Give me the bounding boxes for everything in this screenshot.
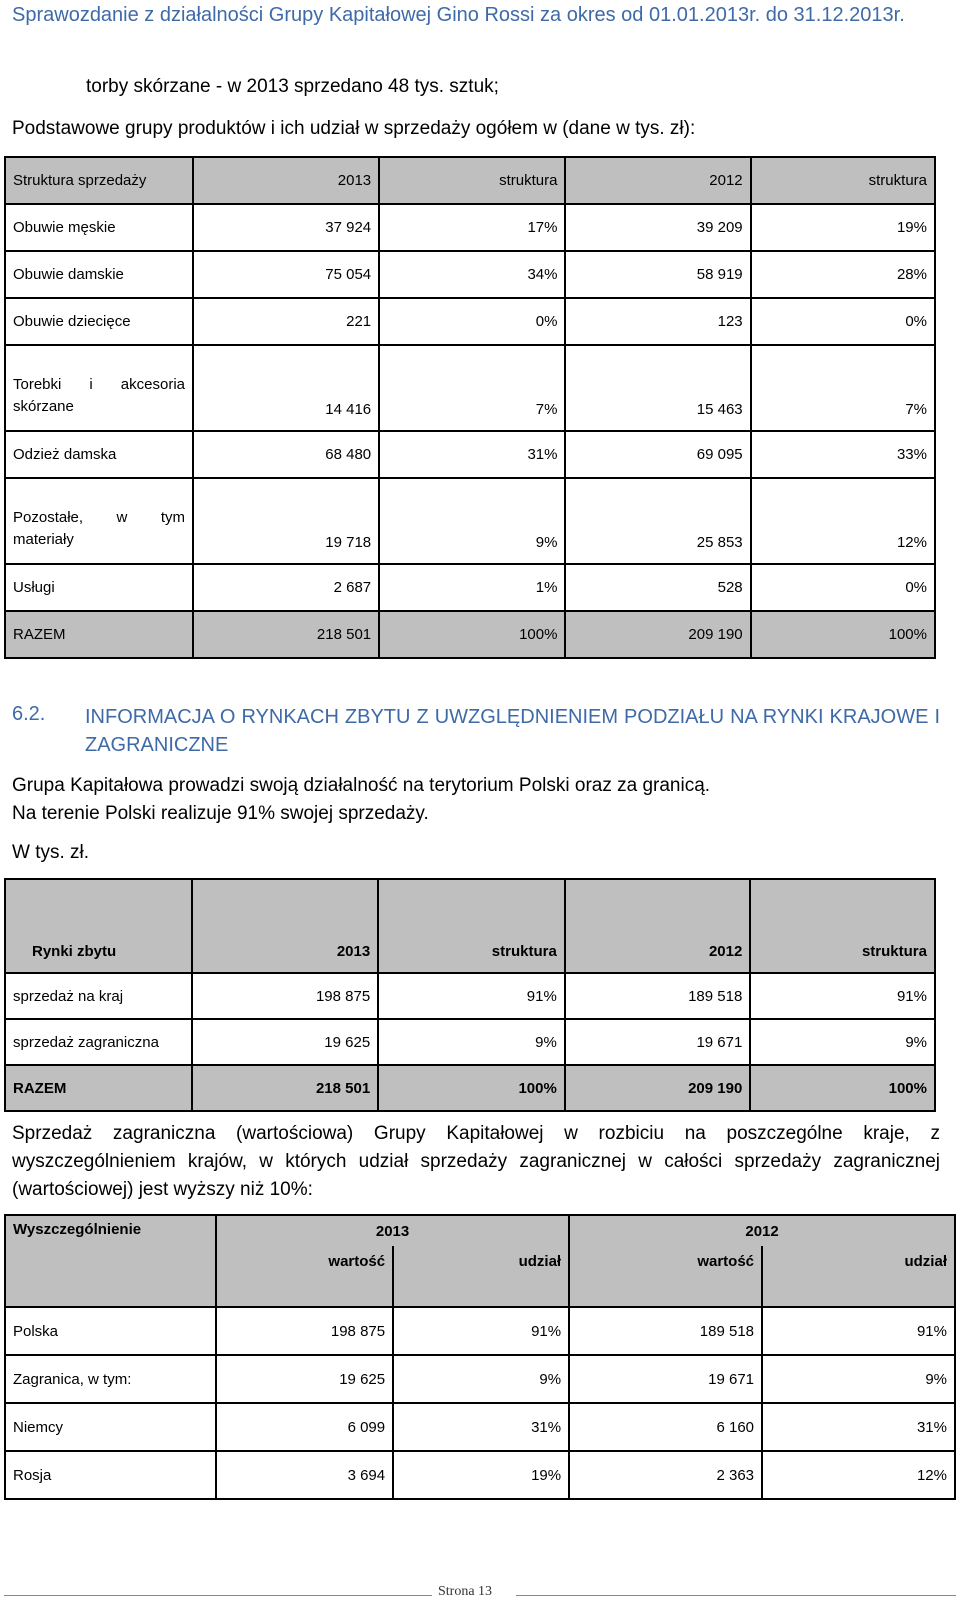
table-cell: 218 501 bbox=[192, 1065, 379, 1111]
table-row bbox=[5, 478, 935, 564]
table-cell: 2 687 bbox=[193, 564, 379, 611]
table-cell: 33% bbox=[751, 431, 935, 478]
header-cell: 2013 bbox=[192, 879, 379, 973]
table-cell: 19 718 bbox=[193, 478, 379, 564]
table-cell: Obuwie dziecięce bbox=[5, 298, 193, 345]
table-cell: 28% bbox=[751, 251, 935, 298]
table-total-row bbox=[5, 1065, 935, 1111]
table-cell: sprzedaż zagraniczna bbox=[5, 1019, 192, 1065]
table-cell: 218 501 bbox=[193, 611, 379, 658]
table-cell: 68 480 bbox=[193, 431, 379, 478]
table-cell: RAZEM bbox=[5, 1065, 192, 1111]
table-row bbox=[5, 298, 935, 345]
table-row bbox=[5, 431, 935, 478]
table-row bbox=[5, 973, 935, 1019]
table-cell: 12% bbox=[751, 478, 935, 564]
table-cell: 100% bbox=[751, 611, 935, 658]
table-cell: 91% bbox=[393, 1307, 569, 1355]
table-cell: 9% bbox=[378, 1019, 565, 1065]
footer-rule-right bbox=[516, 1595, 956, 1596]
table-cell: 3 694 bbox=[216, 1451, 393, 1499]
table-cell: 6 099 bbox=[216, 1403, 393, 1451]
table-cell: 189 518 bbox=[569, 1307, 762, 1355]
table-cell: 100% bbox=[750, 1065, 935, 1111]
table-cell: 19 671 bbox=[565, 1019, 751, 1065]
header-cell: 2012 bbox=[565, 879, 751, 973]
paragraph-line: Na terenie Polski realizuje 91% swojej sprzedaży. bbox=[12, 803, 429, 824]
table-total-row bbox=[5, 611, 935, 658]
header-cell: Wyszczególnienie bbox=[5, 1215, 216, 1307]
intro-line-2: Podstawowe grupy produktów i ich udział w sprzedaży ogółem w (dane w tys. zł): bbox=[12, 118, 696, 139]
unit-note: W tys. zł. bbox=[12, 842, 90, 863]
table-cell: Usługi bbox=[5, 564, 193, 611]
table-cell: sprzedaż na kraj bbox=[5, 973, 192, 1019]
table-cell: 2 363 bbox=[569, 1451, 762, 1499]
export-paragraph: Sprzedaż zagraniczna (wartościowa) Grupy Kapitałowej w rozbiciu na poszczególne kraje, z wyszczególnieniem krajów, w których udział sprzedaży zagranicznej w całości sprzedaży zagranicznej (wartościowej) jest wyższy niż 10%: bbox=[12, 1123, 940, 1200]
header-spacer bbox=[393, 1276, 569, 1307]
table-row bbox=[5, 1403, 955, 1451]
table-cell: 0% bbox=[751, 564, 935, 611]
table-cell: 1% bbox=[379, 564, 565, 611]
intro-line-1: torby skórzane - w 2013 sprzedano 48 tys. sztuk; bbox=[86, 76, 499, 97]
header-cell: Rynki zbytu bbox=[5, 879, 192, 973]
table-cell: 91% bbox=[378, 973, 565, 1019]
table-row bbox=[5, 1019, 935, 1065]
table-cell: 75 054 bbox=[193, 251, 379, 298]
table-cell: 9% bbox=[393, 1355, 569, 1403]
table-cell: Rosja bbox=[5, 1451, 216, 1499]
table-header-row bbox=[5, 1215, 955, 1246]
table-cell: 189 518 bbox=[565, 973, 751, 1019]
table-header-row bbox=[5, 879, 935, 973]
table-row bbox=[5, 204, 935, 251]
table-cell: 221 bbox=[193, 298, 379, 345]
header-cell: struktura bbox=[378, 879, 565, 973]
header-spacer bbox=[762, 1276, 955, 1307]
markets-table bbox=[4, 878, 936, 1112]
table-cell bbox=[5, 345, 193, 431]
table-cell: 15 463 bbox=[565, 345, 750, 431]
table-cell bbox=[5, 478, 193, 564]
table-row bbox=[5, 1355, 955, 1403]
table-cell: 91% bbox=[762, 1307, 955, 1355]
header-spacer bbox=[569, 1276, 762, 1307]
table-cell: 19 671 bbox=[569, 1355, 762, 1403]
header-cell: udział bbox=[762, 1246, 955, 1276]
section-heading bbox=[12, 703, 940, 759]
table-cell: 0% bbox=[379, 298, 565, 345]
table-row bbox=[5, 564, 935, 611]
document-header: Sprawozdanie z działalności Grupy Kapitałowej Gino Rossi za okres od 01.01.2013r. do 31.12.2013r. bbox=[12, 4, 905, 26]
cell-text: Torebki i akcesoria skórzane bbox=[13, 376, 185, 415]
table-cell: 58 919 bbox=[565, 251, 750, 298]
table-header-row bbox=[5, 157, 935, 204]
countries-table bbox=[4, 1214, 956, 1500]
table-row bbox=[5, 1307, 955, 1355]
table-cell: 6 160 bbox=[569, 1403, 762, 1451]
table-cell: 100% bbox=[379, 611, 565, 658]
header-cell: struktura bbox=[750, 879, 935, 973]
table-row bbox=[5, 345, 935, 431]
table-cell: 19 625 bbox=[192, 1019, 379, 1065]
section-title: INFORMACJA O RYNKACH ZBYTU Z UWZGLĘDNIENIEM PODZIAŁU NA RYNKI KRAJOWE I ZAGRANICZNE bbox=[85, 706, 940, 756]
table-cell: 19% bbox=[751, 204, 935, 251]
table-cell: 12% bbox=[762, 1451, 955, 1499]
table-cell: RAZEM bbox=[5, 611, 193, 658]
table-cell: 31% bbox=[393, 1403, 569, 1451]
table-cell: 9% bbox=[762, 1355, 955, 1403]
table-cell: Zagranica, w tym: bbox=[5, 1355, 216, 1403]
header-cell: wartość bbox=[569, 1246, 762, 1276]
table-cell: 34% bbox=[379, 251, 565, 298]
table-cell: 19 625 bbox=[216, 1355, 393, 1403]
table-cell: 17% bbox=[379, 204, 565, 251]
page-number: Strona 13 bbox=[438, 1584, 493, 1599]
table-cell: 7% bbox=[751, 345, 935, 431]
table-cell: 9% bbox=[379, 478, 565, 564]
header-cell: 2013 bbox=[216, 1215, 569, 1246]
table-cell: 123 bbox=[565, 298, 750, 345]
header-cell: udział bbox=[393, 1246, 569, 1276]
table-cell: Odzież damska bbox=[5, 431, 193, 478]
table-cell: 0% bbox=[751, 298, 935, 345]
table-cell: 39 209 bbox=[565, 204, 750, 251]
table-cell: 37 924 bbox=[193, 204, 379, 251]
table-cell: Polska bbox=[5, 1307, 216, 1355]
table-cell: 198 875 bbox=[216, 1307, 393, 1355]
table-cell: 7% bbox=[379, 345, 565, 431]
table-cell: 209 190 bbox=[565, 611, 750, 658]
table-cell: 9% bbox=[750, 1019, 935, 1065]
table-cell: 14 416 bbox=[193, 345, 379, 431]
paragraph-line: Grupa Kapitałowa prowadzi swoją działalność na terytorium Polski oraz za granicą. bbox=[12, 775, 711, 796]
header-spacer bbox=[216, 1276, 393, 1307]
table-cell: Obuwie męskie bbox=[5, 204, 193, 251]
header-cell: Struktura sprzedaży bbox=[5, 157, 193, 204]
footer-rule-left bbox=[4, 1595, 432, 1596]
header-cell: struktura bbox=[379, 157, 565, 204]
table-cell: Obuwie damskie bbox=[5, 251, 193, 298]
table-cell: 198 875 bbox=[192, 973, 379, 1019]
table-cell: 69 095 bbox=[565, 431, 750, 478]
header-cell: wartość bbox=[216, 1246, 393, 1276]
header-cell: 2012 bbox=[565, 157, 750, 204]
table-row bbox=[5, 1451, 955, 1499]
table-cell: 528 bbox=[565, 564, 750, 611]
table-cell: 25 853 bbox=[565, 478, 750, 564]
header-cell: 2013 bbox=[193, 157, 379, 204]
header-cell: struktura bbox=[751, 157, 935, 204]
table-cell: 31% bbox=[379, 431, 565, 478]
table-cell: 31% bbox=[762, 1403, 955, 1451]
table-cell: 19% bbox=[393, 1451, 569, 1499]
sales-structure-table bbox=[4, 156, 936, 659]
cell-text: Pozostałe, w tym materiały bbox=[13, 509, 185, 548]
table-cell: 91% bbox=[750, 973, 935, 1019]
section-number: 6.2. bbox=[12, 703, 46, 725]
table-cell: 209 190 bbox=[565, 1065, 751, 1111]
header-cell: 2012 bbox=[569, 1215, 955, 1246]
table-cell: Niemcy bbox=[5, 1403, 216, 1451]
table-row bbox=[5, 251, 935, 298]
table-cell: 100% bbox=[378, 1065, 565, 1111]
